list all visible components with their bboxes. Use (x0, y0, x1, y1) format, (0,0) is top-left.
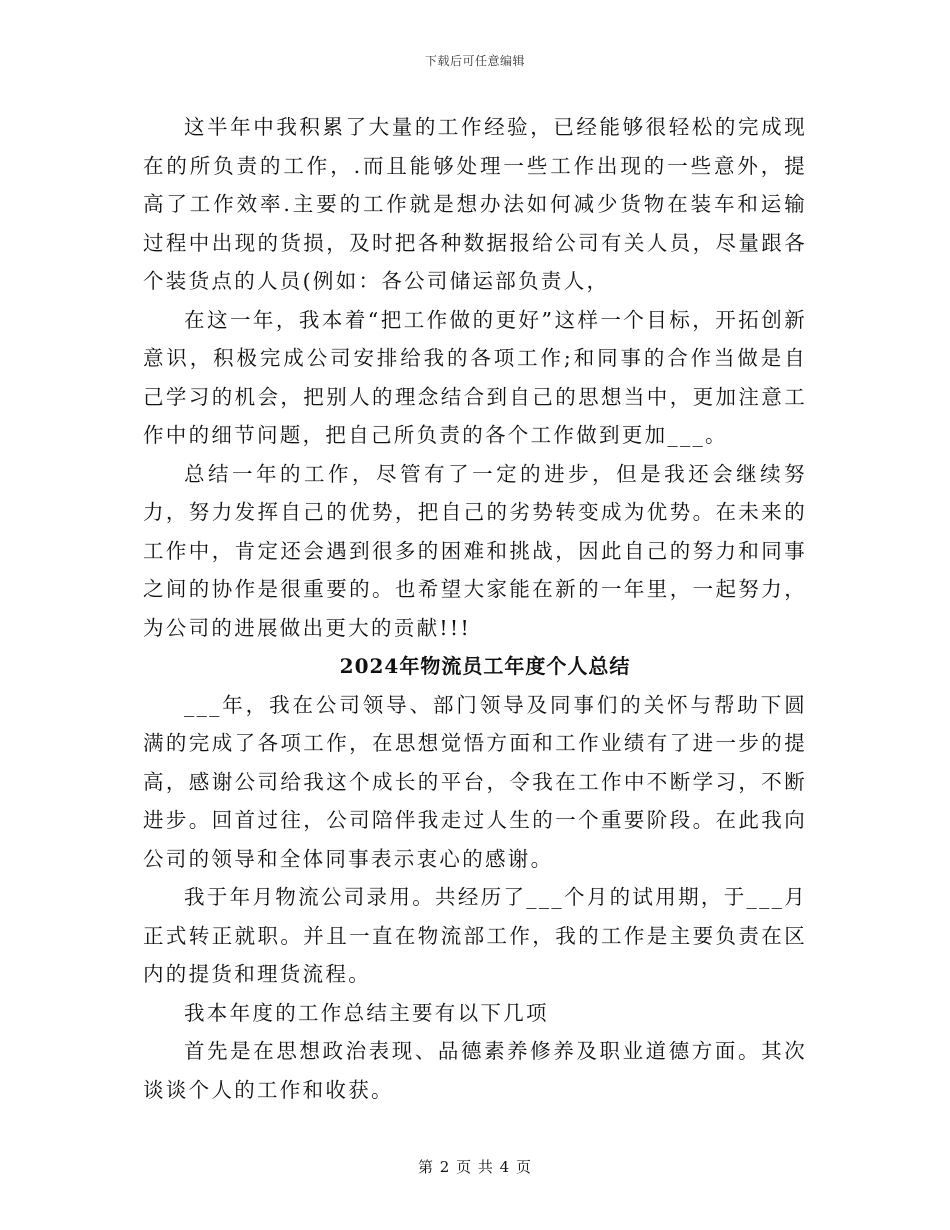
page-number: 第 2 页 共 4 页 (418, 1158, 532, 1176)
document-body (143, 108, 807, 1109)
paragraph: ___年，我在公司领导、部门领导及同事们的关怀与帮助下圆满的完成了各项工作，在思想觉悟方面和工作业绩有了进一步的提高，感谢公司给我这个成长的平台，令我在工作中不断学习，不断进步。回首过往，公司陪伴我走过人生的一个重要阶段。在此我向公司的领导和全体同事表示衷心的感谢。 (143, 692, 807, 871)
paragraph: 总结一年的工作，尽管有了一定的进步，但是我还会继续努力，努力发挥自己的优势，把自己的劣势转变成为优势。在未来的工作中，肯定还会遇到很多的困难和挑战，因此自己的努力和同事之间的协作是很重要的。也希望大家能在新的一年里，一起努力，为公司的进展做出更大的贡献!!! (143, 461, 807, 640)
header-note: 下载后可任意编辑 (424, 54, 525, 68)
paragraph: 这半年中我积累了大量的工作经验，已经能够很轻松的完成现在的所负责的工作，.而且能够处理一些工作出现的一些意外，提高了工作效率.主要的工作就是想办法如何减少货物在装车和运输过程中出现的货损，及时把各种数据报给公司有关人员，尽量跟各个装货点的人员(例如：各公司储运部负责人， (143, 115, 807, 293)
paragraph: 我于年月物流公司录用。共经历了___个月的试用期，于___月正式转正就职。并且一直在物流部工作，我的工作是主要负责在区内的提货和理货流程。 (143, 885, 807, 986)
paragraph: 首先是在思想政治表现、品德素养修养及职业道德方面。其次谈谈个人的工作和收获。 (143, 1039, 807, 1102)
paragraph: 我本年度的工作总结主要有以下几项 (184, 1000, 549, 1025)
paragraph: 在这一年，我本着“把工作做的更好”这样一个目标，开拓创新意识，积极完成公司安排给我的各项工作;和同事的合作当做是自己学习的机会，把别人的理念结合到自己的思想当中，更加注意工作中的细节问题，把自己所负责的各个工作做到更加___。 (143, 307, 807, 447)
section-title: 2024年物流员工年度个人总结 (339, 654, 631, 678)
